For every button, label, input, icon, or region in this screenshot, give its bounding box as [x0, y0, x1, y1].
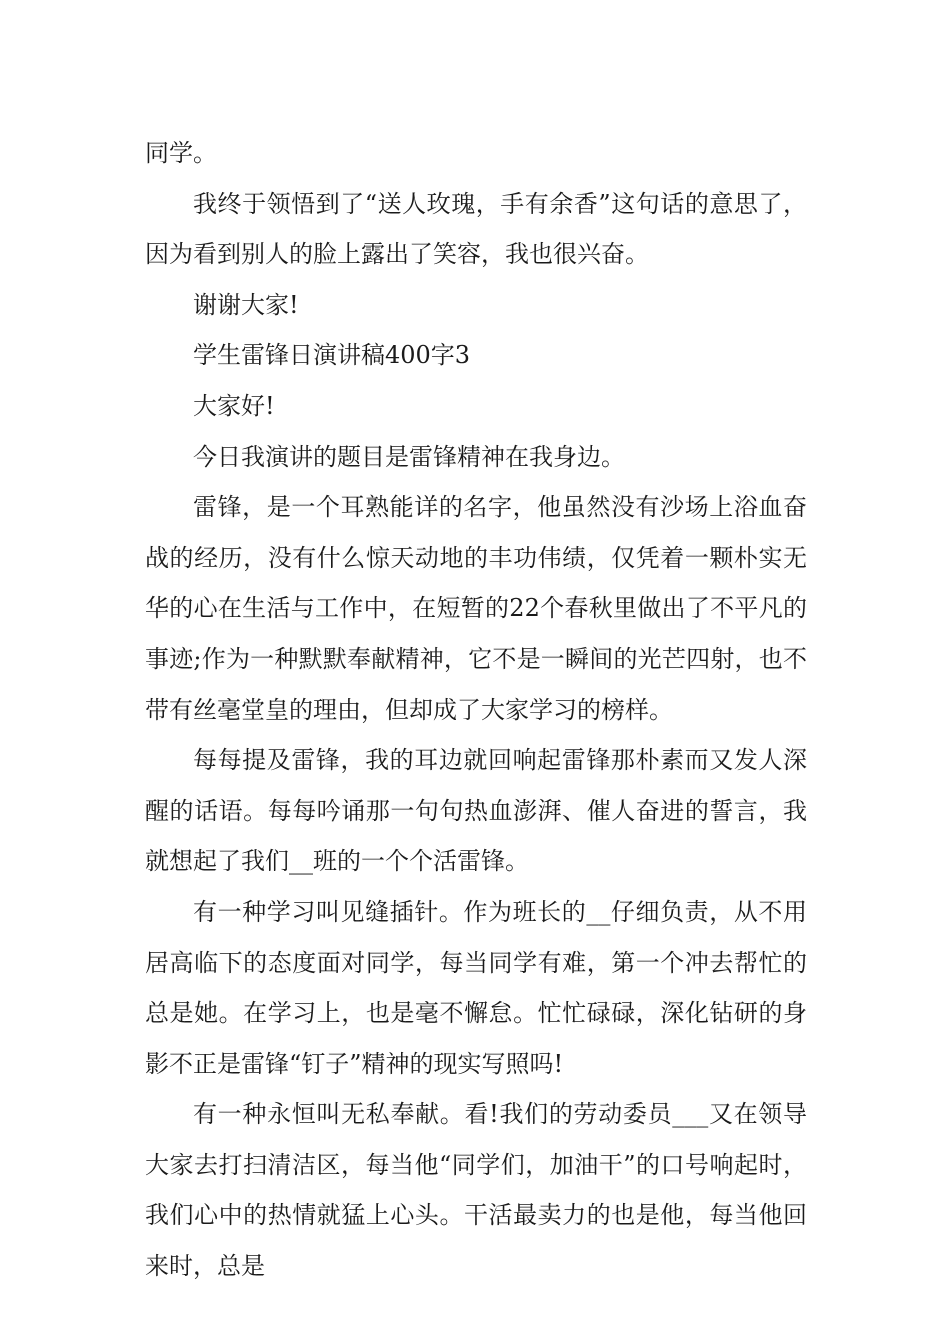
- paragraph: 我终于领悟到了“送人玫瑰，手有余香”这句话的意思了，因为看到别人的脸上露出了笑容，我也很兴奋。: [145, 189, 807, 269]
- paragraph: 谢谢大家!: [193, 290, 299, 319]
- paragraph: 有一种学习叫见缝插针。作为班长的__仔细负责，从不用居高临下的态度面对同学，每当同学有难，第一个冲去帮忙的总是她。在学习上，也是毫不懈怠。忙忙碌碌，深化钻研的身影不正是雷锋“钉子”精神的现实写照吗!: [145, 897, 807, 1078]
- paragraph: 有一种永恒叫无私奉献。看!我们的劳动委员___又在领导大家去打扫清洁区，每当他“同学们，加油干”的口号响起时，我们心中的热情就猛上心头。干活最卖力的也是他，每当他回来时，总是: [145, 1100, 807, 1281]
- paragraph: 同学。: [145, 139, 217, 167]
- document-body: [145, 128, 807, 1292]
- paragraph: 今日我演讲的题目是雷锋精神在我身边。: [193, 442, 625, 471]
- paragraph: 每每提及雷锋，我的耳边就回响起雷锋那朴素而又发人深醒的话语。每每吟诵那一句句热血澎湃、催人奋进的誓言，我就想起了我们__班的一个个活雷锋。: [145, 746, 807, 876]
- paragraph: 雷锋，是一个耳熟能详的名字，他虽然没有沙场上浴血奋战的经历，没有什么惊天动地的丰功伟绩，仅凭着一颗朴实无华的心在生活与工作中，在短暂的22个春秋里做出了不平凡的事迹;作为一种默默奉献精神，它不是一瞬间的光芒四射，也不带有丝毫堂皇的理由，但却成了大家学习的榜样。: [145, 493, 807, 724]
- paragraph: 大家好!: [193, 391, 275, 420]
- section-heading: 学生雷锋日演讲稿400字3: [193, 341, 471, 370]
